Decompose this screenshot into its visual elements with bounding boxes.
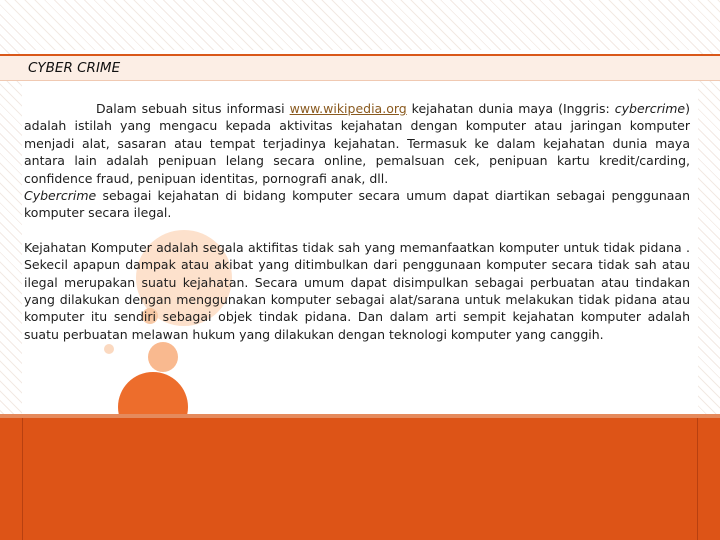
slide-title: CYBER CRIME xyxy=(28,60,121,76)
decorative-circle-medium xyxy=(148,342,178,372)
slide-content xyxy=(24,100,690,343)
paragraph-cybercrime-general xyxy=(24,187,690,222)
paragraph1-after-link: kejahatan dunia maya (Inggris: xyxy=(406,101,615,116)
footer-inner-frame xyxy=(22,418,698,540)
paragraph-wikipedia-definition xyxy=(24,100,690,187)
paragraph1-before-link: Dalam sebuah situs informasi xyxy=(96,101,290,116)
paragraph-gap xyxy=(24,222,690,239)
decorative-circle-tiny xyxy=(104,344,114,354)
wikipedia-link[interactable]: www.wikipedia.org xyxy=(289,101,407,116)
paragraph2-rest: sebagai kejahatan di bidang komputer secara umum dapat diartikan sebagai penggunaan komputer secara ilegal. xyxy=(24,188,690,221)
paragraph-kejahatan-komputer: Kejahatan Komputer adalah segala aktifitas tidak sah yang memanfaatkan komputer untuk tidak pidana . Sekecil apapun dampak atau akibat yang ditimbulkan dari penggunaan komputer secara tidak sah atau ilegal merupakan suatu kejahatan. Secara umum dapat disimpulkan sebagai perbuatan atau tindakan yang dilakukan dengan menggunakan komputer sebagai alat/sarana untuk melakukan tidak pidana atau komputer itu sendiri sebagai objek tindak pidana. Dan dalam arti sempit kejahatan komputer adalah suatu perbuatan melawan hukum yang dilakukan dengan teknologi komputer yang canggih. xyxy=(24,239,690,342)
paragraph1-rest: ) adalah istilah yang mengacu kepada aktivitas kejahatan dengan komputer atau jaringan komputer menjadi alat, sasaran atau tempat terjadinya kejahatan. Termasuk ke dalam kejahatan dunia maya antara lain adalah penipuan lelang secara online, pemalsuan cek, penipuan kartu kredit/carding, confidence fraud, penipuan identitas, pornografi anak, dll. xyxy=(24,101,691,186)
paragraph1-term: cybercrime xyxy=(614,101,686,116)
paragraph2-term: Cybercrime xyxy=(24,188,97,204)
